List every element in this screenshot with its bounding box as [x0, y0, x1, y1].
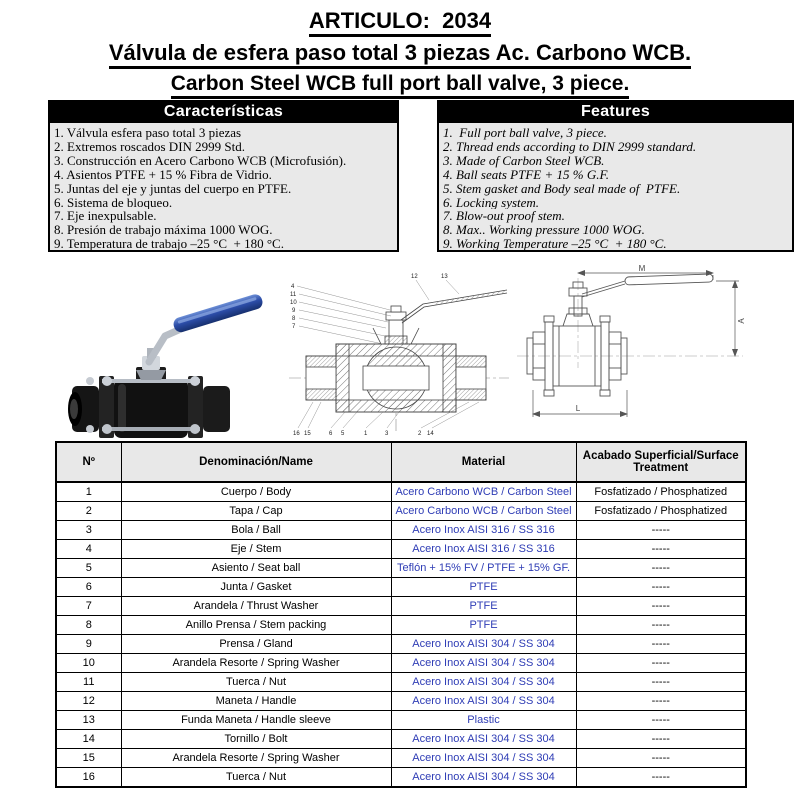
caracteristicas-item: 3. Construcción en Acero Carbono WCB (Microfusión).: [54, 153, 347, 168]
table-row: [56, 597, 746, 616]
part-number: 6: [56, 578, 121, 597]
handle-lever-arm: [149, 328, 183, 362]
part-name: Eje / Stem: [121, 540, 391, 559]
valve-dimension-drawing: [511, 264, 789, 436]
callout-label: 14: [427, 431, 434, 437]
part-number: 13: [56, 711, 121, 730]
part-material: PTFE: [391, 616, 576, 635]
caracteristicas-list: [54, 126, 395, 251]
valve-photo: [52, 276, 274, 440]
callout-label: 1: [364, 431, 368, 437]
valve-outline: [527, 274, 713, 396]
article-number-title: [0, 8, 800, 37]
right-port: [203, 386, 230, 432]
part-number: 9: [56, 635, 121, 654]
callout-label: 9: [292, 308, 296, 314]
title-english-text: Carbon Steel WCB full port ball valve, 3 piece.: [171, 72, 630, 99]
title-block: [0, 8, 800, 102]
dimension-M-label: M: [638, 264, 646, 273]
callout-label: 6: [329, 431, 333, 437]
title-spanish-text: Válvula de esfera paso total 3 piezas Ac. Carbono WCB.: [109, 40, 691, 69]
table-row: [56, 521, 746, 540]
table-row: [56, 559, 746, 578]
ball-bore: [363, 366, 429, 390]
table-row: [56, 749, 746, 768]
col-header-material: Material: [391, 442, 576, 482]
part-number: 12: [56, 692, 121, 711]
features-item: 7. Blow-out proof stem.: [443, 209, 565, 224]
table-row: [56, 711, 746, 730]
part-number: 1: [56, 482, 121, 502]
caracteristicas-item: 7. Eje inexpulsable.: [54, 209, 157, 224]
part-number: 3: [56, 521, 121, 540]
title-english: [0, 72, 800, 99]
part-treatment: -----: [576, 597, 746, 616]
features-item: 4. Ball seats PTFE + 15 % G.F.: [443, 167, 609, 182]
part-material: PTFE: [391, 578, 576, 597]
part-number: 15: [56, 749, 121, 768]
features-header: Features: [439, 102, 792, 123]
part-material: Acero Carbono WCB / Carbon Steel: [391, 502, 576, 521]
caracteristicas-item: 5. Juntas del eje y juntas del cuerpo en PTFE.: [54, 181, 292, 196]
features-list: [443, 126, 790, 251]
part-name: Arandela / Thrust Washer: [121, 597, 391, 616]
part-material: Acero Inox AISI 304 / SS 304: [391, 730, 576, 749]
col-header-name: Denominación/Name: [121, 442, 391, 482]
part-name: Tuerca / Nut: [121, 673, 391, 692]
part-treatment: -----: [576, 540, 746, 559]
table-row: [56, 730, 746, 749]
part-name: Funda Maneta / Handle sleeve: [121, 711, 391, 730]
callout-label: 7: [292, 324, 296, 330]
part-name: Arandela Resorte / Spring Washer: [121, 654, 391, 673]
callout-label: 8: [292, 316, 296, 322]
caracteristicas-item: 2. Extremos roscados DIN 2999 Std.: [54, 139, 246, 154]
part-name: Tornillo / Bolt: [121, 730, 391, 749]
part-treatment: -----: [576, 730, 746, 749]
callout-label: 11: [290, 292, 297, 298]
part-treatment: -----: [576, 692, 746, 711]
part-name: Asiento / Seat ball: [121, 559, 391, 578]
caracteristicas-item: 4. Asientos PTFE + 15 % Fibra de Vidrio.: [54, 167, 272, 182]
centerlines: [517, 278, 743, 368]
part-treatment: -----: [576, 673, 746, 692]
bottom-bolt-rod: [102, 427, 200, 431]
part-treatment: -----: [576, 635, 746, 654]
table-row: [56, 578, 746, 597]
col-header-treatment: Acabado Superficial/Surface Treatment: [576, 442, 746, 482]
table-row: [56, 482, 746, 502]
caracteristicas-item: 6. Sistema de bloqueo.: [54, 195, 173, 210]
part-treatment: -----: [576, 711, 746, 730]
part-number: 7: [56, 597, 121, 616]
callout-label: 13: [441, 274, 448, 280]
part-number: 4: [56, 540, 121, 559]
part-number: 8: [56, 616, 121, 635]
part-number: 5: [56, 559, 121, 578]
caracteristicas-box: [48, 100, 399, 252]
part-material: Acero Inox AISI 304 / SS 304: [391, 654, 576, 673]
part-number: 2: [56, 502, 121, 521]
part-treatment: -----: [576, 616, 746, 635]
callout-label: 12: [411, 274, 418, 280]
article-number-text: ARTICULO: 2034: [309, 8, 491, 37]
part-name: Junta / Gasket: [121, 578, 391, 597]
dimension-L-label: L: [575, 404, 581, 413]
callout-label: 2: [418, 431, 422, 437]
part-treatment: Fosfatizado / Phosphatized: [576, 502, 746, 521]
features-item: 2. Thread ends according to DIN 2999 standard.: [443, 139, 697, 154]
dimension-lines: [533, 273, 739, 417]
caracteristicas-header: Características: [50, 102, 397, 123]
table-row: [56, 768, 746, 788]
table-row: [56, 502, 746, 521]
dimension-A-label: A: [737, 318, 746, 324]
callout-label: 16: [293, 431, 300, 437]
features-item: 6. Locking system.: [443, 195, 540, 210]
part-treatment: -----: [576, 521, 746, 540]
part-name: Bola / Ball: [121, 521, 391, 540]
features-box: [437, 100, 794, 252]
table-row: [56, 635, 746, 654]
table-row: [56, 616, 746, 635]
table-row: [56, 673, 746, 692]
part-material: Acero Inox AISI 304 / SS 304: [391, 768, 576, 788]
title-spanish: [0, 40, 800, 69]
part-name: Tuerca / Nut: [121, 768, 391, 788]
part-treatment: -----: [576, 749, 746, 768]
features-item: 5. Stem gasket and Body seal made of PTFE.: [443, 181, 681, 196]
table-row: [56, 654, 746, 673]
callout-label: 10: [290, 300, 297, 306]
part-name: Anillo Prensa / Stem packing: [121, 616, 391, 635]
part-material: Plastic: [391, 711, 576, 730]
col-header-number: Nº: [56, 442, 121, 482]
part-name: Maneta / Handle: [121, 692, 391, 711]
part-name: Tapa / Cap: [121, 502, 391, 521]
callout-label: 15: [304, 431, 311, 437]
section-body: [306, 290, 507, 412]
part-material: Acero Inox AISI 304 / SS 304: [391, 692, 576, 711]
features-item: 8. Max.. Working pressure 1000 WOG.: [443, 223, 645, 238]
part-material: Acero Inox AISI 304 / SS 304: [391, 635, 576, 654]
part-number: 11: [56, 673, 121, 692]
part-treatment: -----: [576, 578, 746, 597]
callout-label: 4: [291, 284, 295, 290]
part-material: Acero Inox AISI 316 / SS 316: [391, 540, 576, 559]
part-treatment: -----: [576, 768, 746, 788]
valve-handle: [149, 293, 264, 362]
caracteristicas-item: 1. Válvula esfera paso total 3 piezas: [54, 126, 242, 140]
part-number: 16: [56, 768, 121, 788]
part-treatment: Fosfatizado / Phosphatized: [576, 482, 746, 502]
part-material: Acero Inox AISI 304 / SS 304: [391, 673, 576, 692]
part-material: Acero Inox AISI 316 / SS 316: [391, 521, 576, 540]
part-name: Cuerpo / Body: [121, 482, 391, 502]
features-item: 3. Made of Carbon Steel WCB.: [443, 153, 605, 168]
caracteristicas-item: 8. Presión de trabajo máxima 1000 WOG.: [54, 223, 273, 238]
caracteristicas-item: 9. Temperatura de trabajo –25 °C + 180 °C.: [54, 237, 284, 252]
table-header-row: [56, 442, 746, 482]
valve-section-drawing: [283, 266, 515, 438]
features-item: 9. Working Temperature –25 °C + 180 °C.: [443, 237, 667, 252]
part-material: Teflón + 15% FV / PTFE + 15% GF.: [391, 559, 576, 578]
part-material: Acero Inox AISI 304 / SS 304: [391, 749, 576, 768]
part-material: PTFE: [391, 597, 576, 616]
parts-table: [55, 441, 747, 788]
part-name: Prensa / Gland: [121, 635, 391, 654]
handle-grip-outline: [625, 274, 713, 285]
part-treatment: -----: [576, 559, 746, 578]
table-row: [56, 540, 746, 559]
callout-label: 3: [385, 431, 389, 437]
part-name: Arandela Resorte / Spring Washer: [121, 749, 391, 768]
part-material: Acero Carbono WCB / Carbon Steel: [391, 482, 576, 502]
callout-label: 5: [341, 431, 345, 437]
part-number: 10: [56, 654, 121, 673]
features-item: 1. Full port ball valve, 3 piece.: [443, 126, 607, 140]
part-treatment: -----: [576, 654, 746, 673]
part-number: 14: [56, 730, 121, 749]
table-row: [56, 692, 746, 711]
